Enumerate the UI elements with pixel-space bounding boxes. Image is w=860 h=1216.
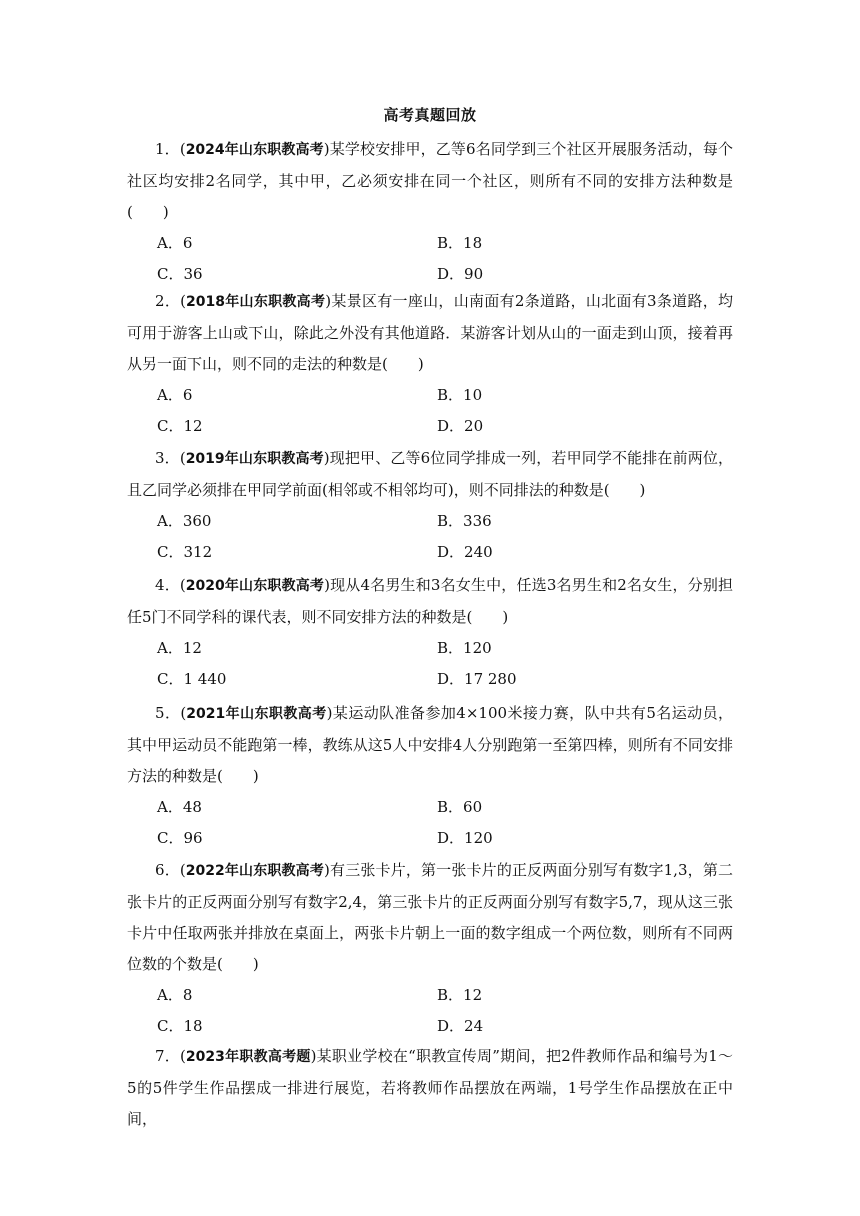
question-stem: )某运动队准备参加4×100米接力赛，队中共有5名运动员，其中甲运动员不能跑第一棒，教练从这5人中安排4人分别跑第一至第四棒，则所有不同安排方法的种数是( ) [127,704,733,785]
question-number: 2．( [155,292,186,310]
question-source: 2019年山东职教高考 [185,451,324,467]
option-b: B．12 [437,986,483,1004]
question-3 [127,443,733,568]
page-title: 高考真题回放 [383,106,477,124]
options [157,980,733,1042]
option-a: A．48 [157,798,202,816]
question-number: 1．( [155,140,186,158]
question-source: 2023年职教高考题 [185,1049,311,1065]
question-stem: )某景区有一座山，山南面有2条道路，山北面有3条道路，均可用于游客上山或下山，除此之外没有其他道路．某游客计划从山的一面走到山顶，接着再从另一面下山，则不同的走法的种数是( ) [127,292,733,373]
option-d: D．90 [437,265,484,283]
options [157,380,733,442]
option-d: D．20 [437,417,484,435]
question-stem: )现把甲、乙等6位同学排成一列，若甲同学不能排在前两位，且乙同学必须排在甲同学前面(相邻或不相邻均可)，则不同排法的种数是( ) [127,449,733,499]
question-source: 2021年山东职教高考 [186,706,327,722]
question-number: 3．( [155,449,186,467]
option-a: A．12 [157,639,202,657]
option-a: A．360 [157,512,212,530]
options [157,792,733,854]
question-number: 5．( [155,704,187,722]
option-c: C．312 [157,543,213,561]
question-source: 2020年山东职教高考 [185,578,325,594]
question-stem: )有三张卡片，第一张卡片的正反两面分别写有数字1,3，第二张卡片的正反两面分别写有数字2,4，第三张卡片的正反两面分别写有数字5,7，现从这三张卡片中任取两张并排放在桌面上，两张卡片朝上一面的数字组成一个两位数，则所有不同两位数的个数是( ) [127,861,733,973]
options [157,228,733,290]
option-b: B．336 [437,512,492,530]
question-7 [127,1041,733,1135]
option-c: C．12 [157,417,203,435]
option-b: B．10 [437,386,483,404]
option-b: B．18 [437,234,483,252]
question-1 [127,134,733,290]
question-6 [127,855,733,1042]
question-source: 2018年山东职教高考 [185,294,326,310]
option-d: D．120 [437,829,493,847]
question-source: 2024年山东职教高考 [185,142,324,158]
option-a: A．6 [157,386,193,404]
option-a: A．8 [157,986,193,1004]
question-source: 2022年山东职教高考 [185,863,325,879]
option-d: D．24 [437,1017,484,1035]
option-d: D．17 280 [437,670,517,688]
question-stem: )某学校安排甲，乙等6名同学到三个社区开展服务活动，每个社区均安排2名同学，其中甲，乙必须安排在同一个社区，则所有不同的安排方法种数是( ) [127,140,733,221]
question-number: 4．( [155,576,186,594]
option-d: D．240 [437,543,493,561]
question-stem: )某职业学校在“职教宣传周”期间，把2件教师作品和编号为1～5的5件学生作品摆成一排进行展览，若将教师作品摆放在两端，1号学生作品摆放在正中间， [127,1047,733,1128]
option-a: A．6 [157,234,193,252]
option-c: C．1 440 [157,670,227,688]
option-c: C．36 [157,265,203,283]
option-c: C．96 [157,829,203,847]
option-b: B．60 [437,798,483,816]
question-5 [127,698,733,854]
option-c: C．18 [157,1017,203,1035]
question-4 [127,570,733,695]
option-b: B．120 [437,639,492,657]
options [157,506,733,568]
question-stem: )现从4名男生和3名女生中，任选3名男生和2名女生，分别担任5门不同学科的课代表，则不同安排方法的种数是( ) [127,576,733,626]
question-2 [127,286,733,442]
question-number: 6．( [155,861,186,879]
question-number: 7．( [155,1047,186,1065]
options [157,633,733,695]
